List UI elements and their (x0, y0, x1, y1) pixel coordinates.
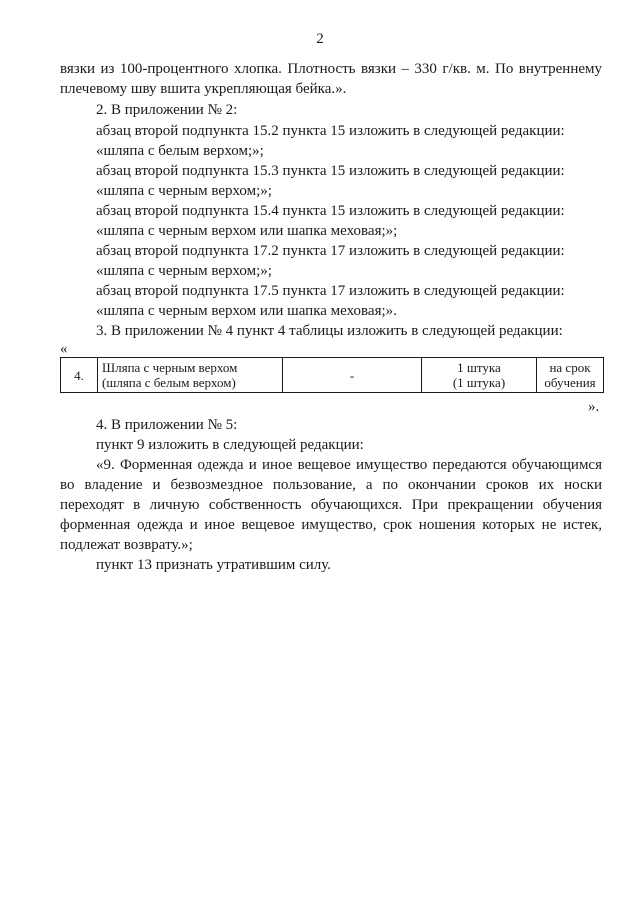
amendment-table (60, 357, 604, 393)
paragraph-line: абзац второй подпункта 15.4 пункта 15 изложить в следующей редакции: (96, 203, 565, 219)
paragraph-line: вязки из 100-процентного хлопка. Плотность вязки – 330 г/кв. м. По внутреннему (60, 61, 602, 77)
quoted-line: «шляпа с белым верхом;»; (96, 143, 264, 159)
paragraph-line: абзац второй подпункта 15.2 пункта 15 изложить в следующей редакции: (96, 123, 565, 139)
table-cell-term (537, 358, 604, 393)
section-heading: 4. В приложении № 5: (96, 417, 238, 433)
term-continued: обучения (544, 375, 596, 390)
open-quote: « (60, 341, 68, 357)
section-heading: 3. В приложении № 4 пункт 4 таблицы изложить в следующей редакции: (96, 323, 563, 339)
table-cell-item (98, 358, 283, 393)
table-row (61, 358, 604, 393)
paragraph-line: подлежат возврату.»; (60, 537, 193, 553)
page-number: 2 (316, 31, 324, 47)
paragraph-line: «9. Форменная одежда и иное вещевое имущество передаются обучающимся (96, 457, 602, 473)
paragraph-line: переходят в личную собственность обучающихся. При прекращении обучения (60, 497, 602, 513)
table-cell-empty: - (283, 358, 422, 393)
paragraph-line: абзац второй подпункта 17.2 пункта 17 изложить в следующей редакции: (96, 243, 565, 259)
quoted-line: «шляпа с черным верхом или шапка меховая;»; (96, 223, 398, 239)
quantity: 1 штука (457, 360, 501, 375)
paragraph-line: форменная одежда и иное вещевое имущество, срок ношения которых не истек, (60, 517, 602, 533)
quoted-line: «шляпа с черным верхом или шапка меховая;». (96, 303, 397, 319)
item-name-alt: (шляпа с белым верхом) (102, 375, 236, 390)
term: на срок (549, 360, 591, 375)
paragraph-line: пункт 9 изложить в следующей редакции: (96, 437, 364, 453)
paragraph-line: во владение и безвозмездное пользование, а по окончании сроков их носки (60, 477, 602, 493)
section-heading: 2. В приложении № 2: (96, 102, 238, 118)
quoted-line: «шляпа с черным верхом;»; (96, 263, 272, 279)
paragraph-line: абзац второй подпункта 17.5 пункта 17 изложить в следующей редакции: (96, 283, 565, 299)
paragraph-line: плечевому шву вшита укрепляющая бейка.». (60, 81, 347, 97)
item-name: Шляпа с черным верхом (102, 360, 238, 375)
paragraph-line: абзац второй подпункта 15.3 пункта 15 изложить в следующей редакции: (96, 163, 565, 179)
paragraph-line: пункт 13 признать утратившим силу. (96, 557, 332, 573)
quoted-line: «шляпа с черным верхом;»; (96, 183, 272, 199)
quantity-alt: (1 штука) (452, 375, 506, 390)
table-cell-quantity (422, 358, 537, 393)
table-cell-number: 4. (61, 358, 98, 393)
close-quote: ». (588, 399, 600, 415)
